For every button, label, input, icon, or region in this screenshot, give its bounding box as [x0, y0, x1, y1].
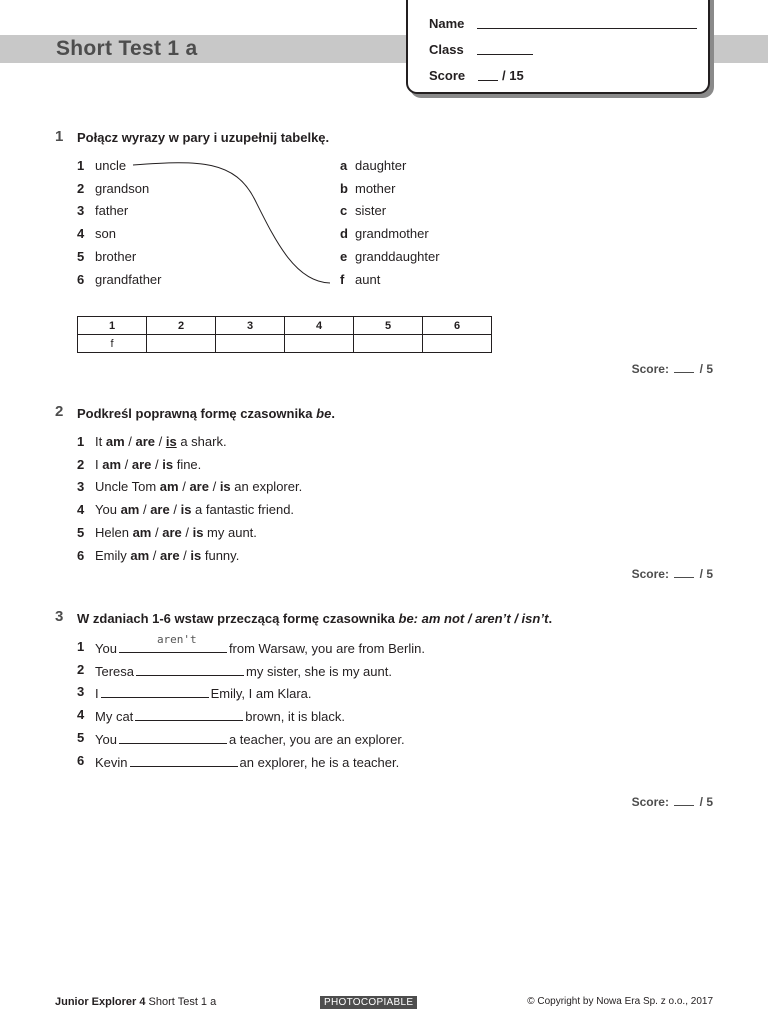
- name-label: Name: [429, 16, 465, 31]
- score-blank[interactable]: [674, 363, 694, 373]
- option-am[interactable]: am: [159, 479, 179, 495]
- item-number: 4: [77, 707, 85, 723]
- item-number: 4: [77, 502, 85, 518]
- right-word: sister: [355, 203, 387, 219]
- option-is[interactable]: is: [165, 434, 177, 449]
- sentence-end: fine.: [173, 456, 202, 472]
- exercise-3-instruction: [77, 611, 552, 626]
- table-header-cell: 2: [147, 317, 216, 335]
- left-word: grandson: [95, 180, 150, 196]
- item-number: 6: [77, 271, 85, 287]
- score-label: Score:: [631, 567, 669, 581]
- item-number: 1: [77, 639, 85, 654]
- right-word: mother: [355, 180, 396, 196]
- option-is[interactable]: is: [192, 524, 204, 540]
- sentence-start: You: [95, 641, 117, 656]
- item-number: 5: [77, 248, 85, 264]
- instruction-emphasis: be: [316, 406, 332, 421]
- sentence: [95, 662, 392, 679]
- item-number: 2: [77, 180, 85, 196]
- answer-blank[interactable]: [135, 707, 243, 721]
- right-word: granddaughter: [355, 248, 440, 264]
- item-number: 6: [77, 752, 85, 768]
- exercise-2-number: 2: [55, 403, 64, 420]
- sentence-end: my sister, she is my aunt.: [246, 663, 392, 679]
- option-is[interactable]: is: [190, 547, 202, 563]
- left-word: father: [95, 203, 129, 219]
- sentence-start: It: [95, 434, 106, 449]
- right-word: aunt: [355, 271, 381, 287]
- option-are[interactable]: are: [189, 479, 209, 495]
- left-word: grandfather: [95, 271, 162, 287]
- sentence-end: a shark.: [176, 434, 227, 449]
- sentence-start: You: [95, 502, 121, 518]
- page-title: Short Test 1 a: [56, 37, 198, 60]
- option-are[interactable]: are: [162, 524, 182, 540]
- sentence-end: funny.: [201, 547, 240, 563]
- item-number: 3: [77, 203, 85, 219]
- option-am[interactable]: am: [132, 524, 152, 540]
- sentence-start: I: [95, 686, 99, 702]
- handwritten-answer: aren't: [156, 633, 197, 646]
- sentence-start: I: [95, 456, 103, 472]
- student-info-box: [406, 0, 710, 94]
- item-number: 1: [77, 158, 85, 173]
- sentence-start: You: [95, 731, 117, 747]
- option-are[interactable]: are: [131, 456, 152, 472]
- instruction-text: W zdaniach 1-6 wstaw przeczącą formę czasownika: [77, 611, 399, 626]
- score-label: Score:: [631, 795, 669, 809]
- answer-blank[interactable]: [119, 730, 227, 744]
- sentence: Helen am / are / is my aunt.: [95, 524, 257, 540]
- name-field[interactable]: [477, 28, 697, 29]
- item-number: 2: [77, 661, 85, 677]
- sentence-end: Emily, I am Klara.: [210, 686, 312, 702]
- option-am[interactable]: am: [120, 502, 140, 518]
- score-label: Score: [429, 68, 466, 83]
- sentence-start: Emily: [95, 547, 131, 563]
- option-is[interactable]: is: [180, 502, 192, 518]
- footer-book: Junior Explorer 4: [55, 996, 146, 1008]
- sentence: Emily am / are / is funny.: [95, 547, 240, 563]
- item-letter: d: [340, 226, 348, 242]
- item-number: 3: [77, 479, 85, 495]
- sentence-end: an explorer, he is a teacher.: [239, 754, 400, 770]
- exercise-2-score: [632, 567, 713, 581]
- option-am[interactable]: am: [102, 456, 122, 472]
- sentence: Uncle Tom am / are / is an explorer.: [95, 479, 303, 495]
- sentence-end: an explorer.: [230, 479, 303, 495]
- sentence: I am / are / is fine.: [95, 456, 202, 472]
- answer-table-header-row: [78, 317, 492, 335]
- option-am[interactable]: am: [105, 434, 125, 449]
- exercise-1-instruction: Połącz wyrazy w pary i uzupełnij tabelkę.: [77, 130, 330, 145]
- exercise-3-number: 3: [55, 608, 64, 625]
- sentence-start: Uncle Tom: [95, 479, 160, 495]
- class-field[interactable]: [477, 54, 533, 55]
- item-letter: f: [340, 271, 345, 287]
- table-answer-cell[interactable]: [285, 335, 354, 353]
- option-am[interactable]: am: [130, 547, 150, 563]
- copyright: © Copyright by Nowa Era Sp. z o.o., 2017: [527, 996, 713, 1007]
- option-is[interactable]: is: [219, 479, 231, 495]
- item-letter: b: [340, 180, 348, 196]
- sentence-start: Kevin: [95, 754, 128, 770]
- right-word: grandmother: [355, 226, 429, 242]
- exercise-3-score: [632, 795, 713, 809]
- score-blank[interactable]: [674, 796, 694, 806]
- sentence-end: my aunt.: [203, 524, 257, 540]
- item-number: 2: [77, 456, 85, 472]
- item-number: 5: [77, 524, 85, 540]
- instruction-emphasis: be: am not / aren’t / isn’t: [398, 611, 549, 626]
- instruction-end: .: [331, 406, 335, 421]
- table-header-cell: 5: [354, 317, 423, 335]
- instruction-end: .: [548, 611, 553, 626]
- answer-blank[interactable]: [101, 684, 209, 698]
- sentence: [95, 707, 345, 724]
- answer-blank[interactable]: [136, 662, 244, 676]
- sentence: [95, 753, 399, 770]
- item-letter: c: [340, 203, 348, 219]
- answer-table: [77, 316, 492, 353]
- table-answer-cell[interactable]: f: [78, 335, 147, 353]
- option-are[interactable]: are: [135, 434, 156, 449]
- table-answer-cell[interactable]: [354, 335, 423, 353]
- item-number: 6: [77, 547, 85, 563]
- class-label: Class: [429, 42, 464, 57]
- left-word: uncle: [95, 158, 127, 173]
- score-total: / 5: [699, 567, 713, 581]
- item-number: 4: [77, 226, 85, 242]
- option-is[interactable]: is: [162, 456, 174, 472]
- item-letter: a: [340, 158, 348, 173]
- score-field[interactable]: [478, 80, 498, 81]
- exercise-1-score: [632, 362, 713, 376]
- table-answer-cell[interactable]: [423, 335, 492, 353]
- table-answer-cell[interactable]: [216, 335, 285, 353]
- sentence-start: Teresa: [95, 663, 135, 679]
- left-word: son: [95, 226, 116, 242]
- right-word: daughter: [355, 158, 407, 173]
- sentence: [95, 684, 312, 701]
- score-total: / 5: [699, 795, 713, 809]
- footer-book-info: [55, 996, 216, 1008]
- item-number: 3: [77, 684, 85, 700]
- answer-blank[interactable]: [130, 753, 238, 767]
- sentence: It am / are / is a shark.: [95, 434, 227, 449]
- sentence-start: My cat: [95, 709, 134, 725]
- sentence-end: from Warsaw, you are from Berlin.: [228, 641, 425, 656]
- score-total: / 15: [502, 68, 524, 83]
- score-blank[interactable]: [674, 568, 694, 578]
- exercise-1-number: 1: [55, 128, 64, 145]
- table-header-cell: 4: [285, 317, 354, 335]
- sentence: You am / are / is a fantastic friend.: [95, 502, 295, 518]
- option-are[interactable]: are: [150, 502, 170, 518]
- sentence-start: Helen: [95, 524, 133, 540]
- answer-table-answer-row: [78, 335, 492, 353]
- left-word: brother: [95, 248, 137, 264]
- item-number: 5: [77, 729, 85, 745]
- item-number: 1: [77, 434, 85, 449]
- sentence: [95, 633, 425, 656]
- sentence-end: a fantastic friend.: [191, 502, 295, 518]
- table-header-cell: 6: [423, 317, 492, 335]
- footer-test: Short Test 1 a: [148, 996, 217, 1008]
- sentence-end: a teacher, you are an explorer.: [228, 731, 405, 747]
- option-are[interactable]: are: [160, 547, 180, 563]
- table-header-cell: 1: [78, 317, 147, 335]
- score-total: / 5: [699, 362, 713, 376]
- item-letter: e: [340, 248, 348, 264]
- table-answer-cell[interactable]: [147, 335, 216, 353]
- sentence-end: brown, it is black.: [245, 709, 345, 725]
- score-label: Score:: [631, 362, 669, 376]
- answer-blank[interactable]: [119, 633, 227, 653]
- photocopiable-badge: PHOTOCOPIABLE: [320, 996, 417, 1009]
- table-header-cell: 3: [216, 317, 285, 335]
- instruction-text: Podkreśl poprawną formę czasownika: [77, 406, 317, 421]
- exercise-2-instruction: [77, 406, 335, 421]
- sentence: [95, 730, 405, 747]
